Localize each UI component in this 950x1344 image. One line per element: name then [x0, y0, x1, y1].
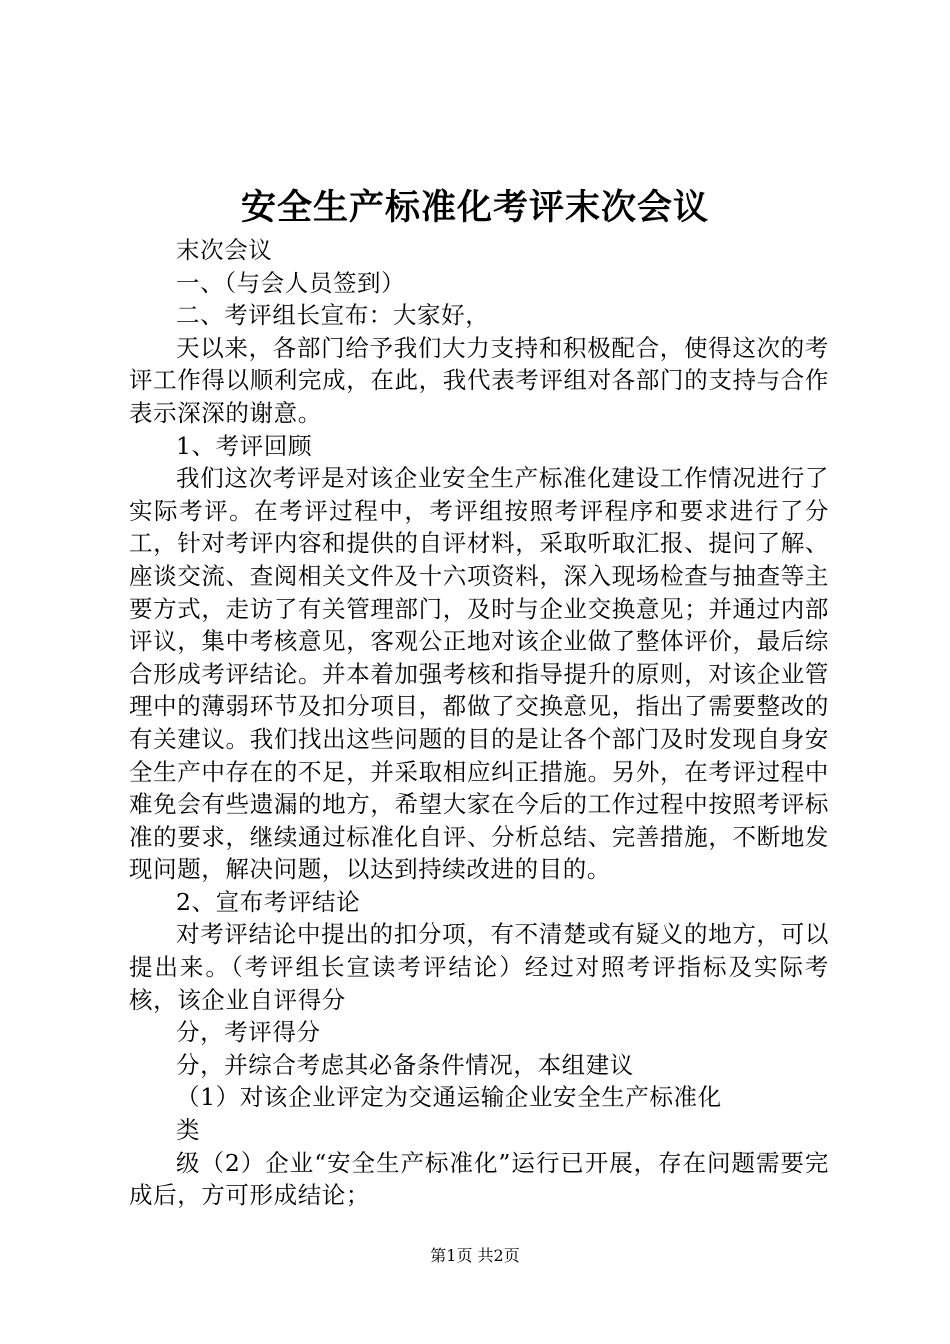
paragraph: 分，并综合考虑其必备条件情况，本组建议 [176, 1050, 634, 1079]
document-title: 安全生产标准化考评末次会议 [240, 187, 709, 228]
paragraph: 级（2）企业“安全生产标准化”运行已开展，存在问题需要完成后，方可形成结论； [129, 1148, 829, 1210]
paragraph: 一、（与会人员签到） [176, 268, 406, 297]
section-heading: 1、考评回顾 [176, 431, 313, 460]
section-heading: 2、宣布考评结论 [176, 887, 361, 916]
paragraph: 对考评结论中提出的扣分项，有不清楚或有疑义的地方，可以提出来。（考评组长宣读考评结论）经过对照考评指标及实际考核，该企业自评得分 [129, 920, 829, 1014]
paragraph: 我们这次考评是对该企业安全生产标准化建设工作情况进行了实际考评。在考评过程中，考评组按照考评程序和要求进行了分工，针对考评内容和提供的自评材料，采取听取汇报、提问了解、座谈交流、查阅相关文件及十六项资料，深入现场检查与抽查等主要方式，走访了有关管理部门，及时与企业交换意见；并通过内部评议，集中考核意见，客观公正地对该企业做了整体评价，最后综合形成考评结论。并本着加强考核和指导提升的原则，对该企业管理中的薄弱环节及扣分项目，都做了交换意见，指出了需要整改的有关建议。我们找出这些问题的目的是让各个部门及时发现自身安全生产中存在的不足，并采取相应纠正措施。另外，在考评过程中难免会有些遗漏的地方，希望大家在今后的工作过程中按照考评标准的要求，继续通过标准化自评、分析总结、完善措施，不断地发现问题，解决问题，以达到持续改进的目的。 [129, 464, 829, 884]
document-body [129, 234, 829, 1212]
paragraph: 末次会议 [176, 236, 273, 264]
page-number: 第1页 共2页 [430, 1246, 520, 1265]
paragraph: 天以来，各部门给予我们大力支持和积极配合，使得这次的考评工作得以顺利完成，在此，我代表考评组对各部门的支持与合作表示深深的谢意。 [129, 333, 829, 427]
paragraph: 类 [176, 1116, 201, 1145]
paragraph: （1）对该企业评定为交通运输企业安全生产标准化 [176, 1083, 722, 1112]
paragraph: 二、考评组长宣布：大家好， [176, 301, 490, 330]
paragraph: 分，考评得分 [176, 1018, 321, 1047]
